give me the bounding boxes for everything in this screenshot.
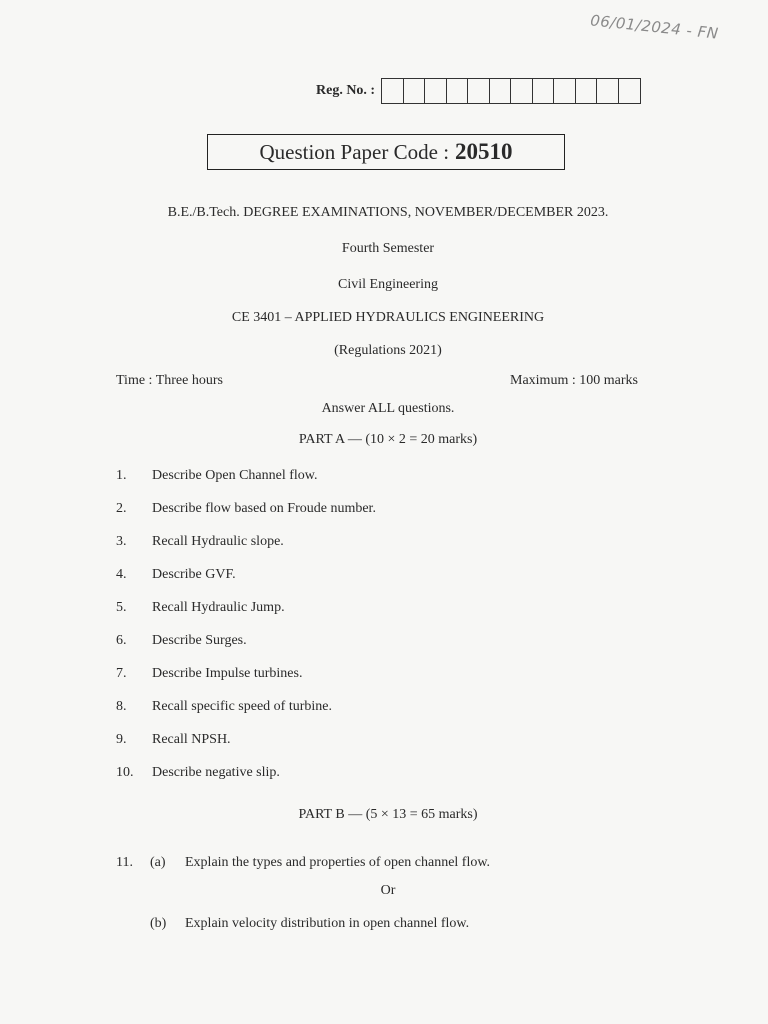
- question-number: 4.: [116, 567, 127, 582]
- question-number: 2.: [116, 501, 127, 516]
- semester: Fourth Semester: [341, 241, 435, 256]
- regulations: (Regulations 2021): [334, 343, 442, 358]
- qp-code-label: Question Paper Code :: [259, 139, 450, 164]
- question-number: 6.: [116, 633, 127, 648]
- question-text: Recall NPSH.: [152, 732, 231, 747]
- part-a-title: PART A — (10 × 2 = 20 marks): [298, 432, 478, 447]
- reg-digit-box[interactable]: [382, 79, 404, 103]
- question-number: 7.: [116, 666, 127, 681]
- question-text: Recall Hydraulic slope.: [152, 534, 284, 549]
- reg-digit-box[interactable]: [533, 79, 555, 103]
- department: Civil Engineering: [338, 277, 438, 292]
- question-number: 8.: [116, 699, 127, 714]
- question-text: Describe Impulse turbines.: [152, 666, 303, 681]
- reg-digit-box[interactable]: [404, 79, 426, 103]
- exam-time: Time : Three hours: [116, 373, 223, 388]
- question-text: Explain the types and properties of open channel flow.: [185, 855, 491, 870]
- question-paper-code-box: [207, 134, 565, 170]
- reg-number-block: [316, 78, 641, 104]
- reg-label: Reg. No. :: [316, 83, 376, 98]
- question-number: 10.: [116, 765, 134, 780]
- question-number: 11.: [116, 855, 133, 870]
- question-number: 1.: [116, 468, 127, 483]
- reg-digit-box[interactable]: [576, 79, 598, 103]
- question-number: 9.: [116, 732, 127, 747]
- question-text: Describe GVF.: [152, 567, 236, 582]
- qp-code-number: 20510: [455, 139, 513, 164]
- exam-title: B.E./B.Tech. DEGREE EXAMINATIONS, NOVEMBER/DECEMBER 2023.: [167, 205, 609, 220]
- reg-digit-box[interactable]: [619, 79, 641, 103]
- part-b-title: PART B — (5 × 13 = 65 marks): [298, 807, 478, 822]
- reg-digit-box[interactable]: [468, 79, 490, 103]
- question-number: 3.: [116, 534, 127, 549]
- reg-digit-box[interactable]: [490, 79, 512, 103]
- question-number: 5.: [116, 600, 127, 615]
- reg-digit-box[interactable]: [447, 79, 469, 103]
- reg-digit-box[interactable]: [511, 79, 533, 103]
- option-label: (a): [150, 855, 166, 870]
- option-label: (b): [150, 916, 167, 931]
- max-marks: Maximum : 100 marks: [510, 373, 638, 388]
- or-separator: Or: [380, 883, 396, 898]
- course-title: CE 3401 – APPLIED HYDRAULICS ENGINEERING: [231, 310, 545, 325]
- question-text: Recall specific speed of turbine.: [152, 699, 332, 714]
- question-text: Describe Surges.: [152, 633, 247, 648]
- reg-digit-box[interactable]: [597, 79, 619, 103]
- question-text: Recall Hydraulic Jump.: [152, 600, 285, 615]
- question-text: Describe Open Channel flow.: [152, 468, 318, 483]
- reg-digit-box[interactable]: [554, 79, 576, 103]
- handwritten-date-note: 06/01/2024 - FN: [589, 11, 720, 43]
- reg-number-boxes: [381, 78, 641, 104]
- reg-digit-box[interactable]: [425, 79, 447, 103]
- instruction: Answer ALL questions.: [321, 401, 455, 416]
- question-text: Describe negative slip.: [152, 765, 280, 780]
- question-text: Describe flow based on Froude number.: [152, 501, 376, 516]
- question-text: Explain velocity distribution in open channel flow.: [185, 916, 470, 931]
